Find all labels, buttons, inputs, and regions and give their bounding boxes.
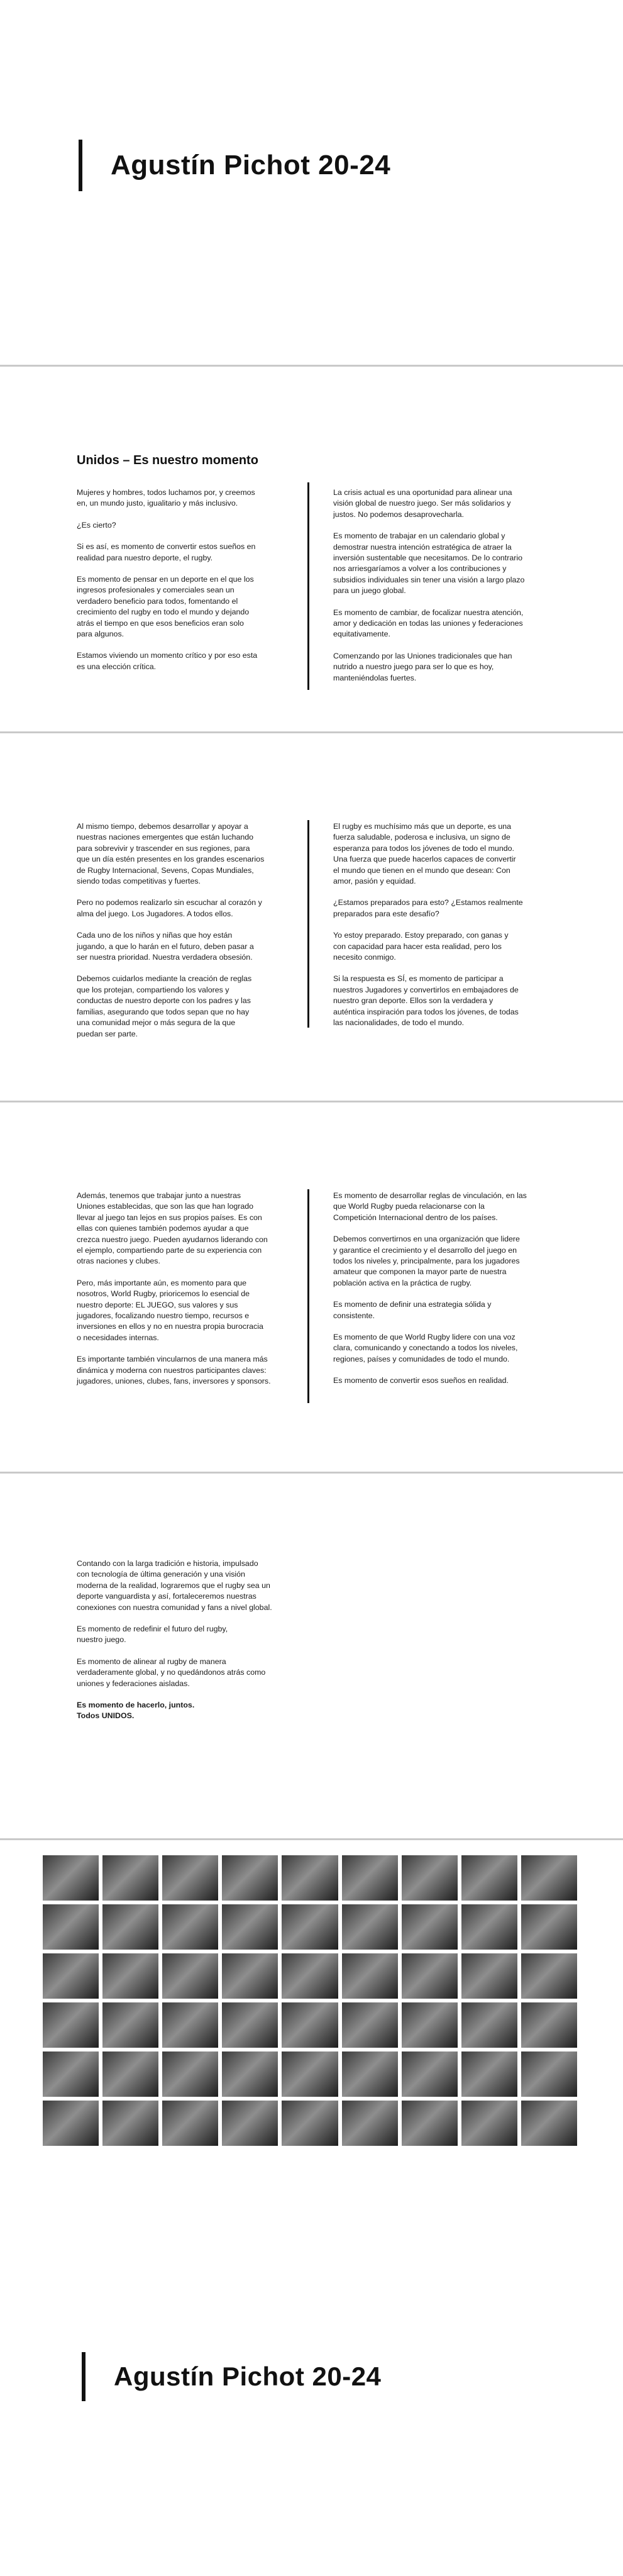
gallery-photo[interactable] — [222, 1855, 278, 1901]
title-accent-bar — [79, 140, 82, 191]
paragraph: Es momento de alinear al rugby de manera verdaderamente global, y no quedándonos atrás como uniones y federaciones aisladas. — [77, 1657, 266, 1688]
header-title-block — [79, 140, 390, 191]
gallery-photo[interactable] — [162, 1855, 218, 1901]
gallery-photo[interactable] — [402, 1953, 458, 1999]
gallery-photo[interactable] — [222, 2051, 278, 2097]
paragraph: Es momento de convertir esos sueños en realidad. — [333, 1376, 509, 1385]
paragraph: ¿Es cierto? — [77, 520, 116, 530]
gallery-photo[interactable] — [102, 1953, 158, 1999]
paragraph: El rugby es muchísimo más que un deporte, es una fuerza saludable, poderosa e inclusiva, un signo de esperanza para todos los jóvenes de todo el mundo. Una fuerza que puede hacerlos capaces de convertir el mundo que tienen en el mundo que desean: Con amor, pasión y equidad. — [333, 822, 516, 886]
paragraph: Es importante también vincularnos de una manera más dinámica y moderna con nuestros participantes claves: jugadores, uniones, clubes, fans, inversores y sponsors. — [77, 1355, 271, 1386]
paragraph: Cada uno de los niños y niñas que hoy están jugando, a que lo harán en el futuro, deben pasar a ser nuestra prioridad. Nuestra verdadera obsesión. — [77, 931, 254, 962]
section-unidos — [0, 367, 623, 731]
gallery-photo[interactable] — [43, 1855, 99, 1901]
paragraph: Debemos cuidarlos mediante la creación de reglas que los protejan, compartiendo los valores y conductas de nuestro deporte con los padres y las familias, asegurando que todos sepan que no hay una comunidad mejor o más segura de la que puedan ser parte. — [77, 974, 252, 1038]
closing-column — [77, 1558, 316, 1733]
gallery-photo[interactable] — [43, 2101, 99, 2146]
gallery-photo[interactable] — [282, 2002, 338, 2048]
gallery-photo[interactable] — [342, 2051, 398, 2097]
gallery-photo[interactable] — [402, 2002, 458, 2048]
gallery-photo[interactable] — [162, 1904, 218, 1950]
gallery-photo[interactable] — [461, 2002, 517, 2048]
gallery-photo[interactable] — [282, 1904, 338, 1950]
paragraph: Pero no podemos realizarlo sin escuchar al corazón y alma del juego. Los Jugadores. A todos ellos. — [77, 898, 262, 918]
paragraph: ¿Estamos preparados para esto? ¿Estamos realmente preparados para este desafío? — [333, 898, 523, 918]
gallery-photo[interactable] — [222, 1953, 278, 1999]
gallery-photo[interactable] — [43, 2002, 99, 2048]
paragraph: La crisis actual es una oportunidad para alinear una visión global de nuestro juego. Ser más solidarios y justos. No podemos desaprovecharla. — [333, 488, 512, 519]
gallery-photo[interactable] — [461, 2051, 517, 2097]
section-unions — [0, 1102, 623, 1472]
column-divider — [307, 482, 309, 690]
paragraph: Debemos convertirnos en una organización que lidere y garantice el crecimiento y el desarrollo del juego en todos los niveles y, principalmente, para los jugadores amateur que componen la mayor parte de nuestra población activa en la práctica de rugby. — [333, 1235, 520, 1287]
gallery-photo[interactable] — [461, 2101, 517, 2146]
gallery-photo[interactable] — [282, 2051, 338, 2097]
section-closing — [0, 1474, 623, 1838]
paragraph: Si es así, es momento de convertir estos sueños en realidad para nuestro deporte, el rugby. — [77, 542, 256, 562]
gallery-photo[interactable] — [402, 1904, 458, 1950]
section-divider — [0, 1838, 623, 1840]
gallery-photo[interactable] — [461, 1953, 517, 1999]
gallery-photo[interactable] — [461, 1855, 517, 1901]
section2-left-column — [77, 821, 294, 1050]
gallery-photo[interactable] — [521, 1904, 577, 1950]
gallery-photo[interactable] — [43, 1953, 99, 1999]
gallery-photo[interactable] — [402, 2101, 458, 2146]
photo-gallery — [43, 1855, 577, 2146]
gallery-photo[interactable] — [102, 2101, 158, 2146]
gallery-photo[interactable] — [342, 1855, 398, 1901]
gallery-photo[interactable] — [102, 1855, 158, 1901]
gallery-photo[interactable] — [402, 2051, 458, 2097]
gallery-photo[interactable] — [102, 1904, 158, 1950]
paragraph: Pero, más importante aún, es momento para que nosotros, World Rugby, prioricemos lo esencial de nuestro deporte: EL JUEGO, sus valores y sus jugadores, focalizando nuestro tiempo, recursos e inversiones en ellos y no en nuestra propia burocracia o necesidades internas. — [77, 1278, 263, 1342]
column-divider — [307, 1189, 309, 1403]
section1-right-column — [333, 487, 560, 694]
gallery-photo[interactable] — [342, 2101, 398, 2146]
gallery-photo[interactable] — [282, 1953, 338, 1999]
paragraph: Estamos viviendo un momento crítico y por eso esta es una elección crítica. — [77, 651, 258, 671]
gallery-photo[interactable] — [222, 1904, 278, 1950]
gallery-photo[interactable] — [342, 1953, 398, 1999]
closing-statement: Es momento de hacerlo, juntos. Todos UNIDOS. — [77, 1701, 195, 1721]
paragraph: Si la respuesta es SÍ, es momento de participar a nuestros Jugadores y convertirlos en embajadores de nuestro gran deporte. Ellos son la verdadera y auténtica inspiración para todos los jóvenes, de todas las nacionalidades, de todo el mundo. — [333, 974, 519, 1028]
gallery-photo[interactable] — [521, 1953, 577, 1999]
paragraph: Es momento de trabajar en un calendario global y demostrar nuestra intención estratégica de atraer la inversión sustentable que necesitamos. De lo contrario nos arriesgaríamos a volver a los contribuciones y subsidios individuales sin tener una visión a largo plazo para un juego global. — [333, 531, 525, 596]
paragraph: Además, tenemos que trabajar junto a nuestras Uniones establecidas, que son las que han logrado llevar al juego tan lejos en sus propios países. Es con ellas con quienes también podemos ayudar a que crezca nuestro juego. Pueden ayudarnos liderando con el ejemplo, compartiendo parte de su experiencia con otras naciones y clubes. — [77, 1191, 268, 1266]
gallery-photo[interactable] — [162, 2002, 218, 2048]
gallery-photo[interactable] — [43, 2051, 99, 2097]
footer-title: Agustín Pichot 20-24 — [114, 2362, 382, 2391]
paragraph: Es momento de desarrollar reglas de vinculación, en las que World Rugby pueda relacionarse con la Competición Internacional dentro de los países. — [333, 1191, 527, 1222]
paragraph: Es momento de definir una estrategia sólida y consistente. — [333, 1300, 492, 1320]
gallery-photo[interactable] — [102, 2051, 158, 2097]
paragraph: Contando con la larga tradición e historia, impulsado con tecnología de última generación y una visión moderna de la realidad, lograremos que el rugby sea un deporte vanguardista y así, fortaleceremos nuestras conexiones con nuestra comunidad y fans a nivel global. — [77, 1559, 272, 1612]
column-divider — [307, 820, 309, 1028]
gallery-photo[interactable] — [402, 1855, 458, 1901]
section-players — [0, 733, 623, 1101]
title-accent-bar — [82, 2352, 85, 2401]
gallery-photo[interactable] — [43, 1904, 99, 1950]
gallery-photo[interactable] — [162, 1953, 218, 1999]
gallery-photo[interactable] — [342, 2002, 398, 2048]
gallery-photo[interactable] — [102, 2002, 158, 2048]
paragraph: Es momento de que World Rugby lidere con una voz clara, comunicando y conectando a todos los niveles, regiones, países y comunidades de todo el mundo. — [333, 1333, 518, 1363]
gallery-photo[interactable] — [521, 1855, 577, 1901]
gallery-photo[interactable] — [162, 2051, 218, 2097]
gallery-photo[interactable] — [342, 1904, 398, 1950]
gallery-photo[interactable] — [222, 2002, 278, 2048]
gallery-photo[interactable] — [521, 2101, 577, 2146]
section1-left-column — [77, 487, 294, 683]
paragraph: Comenzando por las Uniones tradicionales que han nutrido a nuestro juego para ser lo que es hoy, manteniéndolas fuertes. — [333, 651, 512, 682]
paragraph: Es momento de pensar en un deporte en el que los ingresos profesionales y comerciales sean un verdadero beneficio para todos, fomentando el crecimiento del rugby en todo el mundo y dejando atrás el tiempo en que esos beneficios eran solo para algunos. — [77, 575, 254, 639]
gallery-photo[interactable] — [282, 1855, 338, 1901]
gallery-photo[interactable] — [282, 2101, 338, 2146]
paragraph: Mujeres y hombres, todos luchamos por, y creemos en, un mundo justo, igualitario y más inclusivo. — [77, 488, 255, 508]
section2-right-column — [333, 821, 560, 1040]
page-title: Agustín Pichot 20-24 — [111, 150, 391, 180]
paragraph: Yo estoy preparado. Estoy preparado, con ganas y con capacidad para hacer esta realidad, pero los necesito conmigo. — [333, 931, 509, 962]
gallery-photo[interactable] — [162, 2101, 218, 2146]
gallery-photo[interactable] — [521, 2002, 577, 2048]
section-heading: Unidos – Es nuestro momento — [77, 453, 258, 467]
footer-title-block — [82, 2352, 381, 2401]
paragraph: Al mismo tiempo, debemos desarrollar y apoyar a nuestras naciones emergentes que están luchando para sobrevivir y trascender en sus regiones, para que un día estén presentes en los grandes escenarios de Rugby Internacional, Sevens, Copas Mundiales, siendo todas competitivas y fuertes. — [77, 822, 265, 886]
gallery-photo[interactable] — [461, 1904, 517, 1950]
paragraph: Es momento de redefinir el futuro del rugby, nuestro juego. — [77, 1624, 228, 1645]
section3-left-column — [77, 1191, 300, 1398]
hero-header — [0, 0, 623, 365]
gallery-photo[interactable] — [521, 2051, 577, 2097]
paragraph: Es momento de cambiar, de focalizar nuestra atención, amor y dedicación en todas las uniones y federaciones equitativamente. — [333, 608, 524, 639]
section3-right-column — [333, 1191, 563, 1397]
gallery-photo[interactable] — [222, 2101, 278, 2146]
